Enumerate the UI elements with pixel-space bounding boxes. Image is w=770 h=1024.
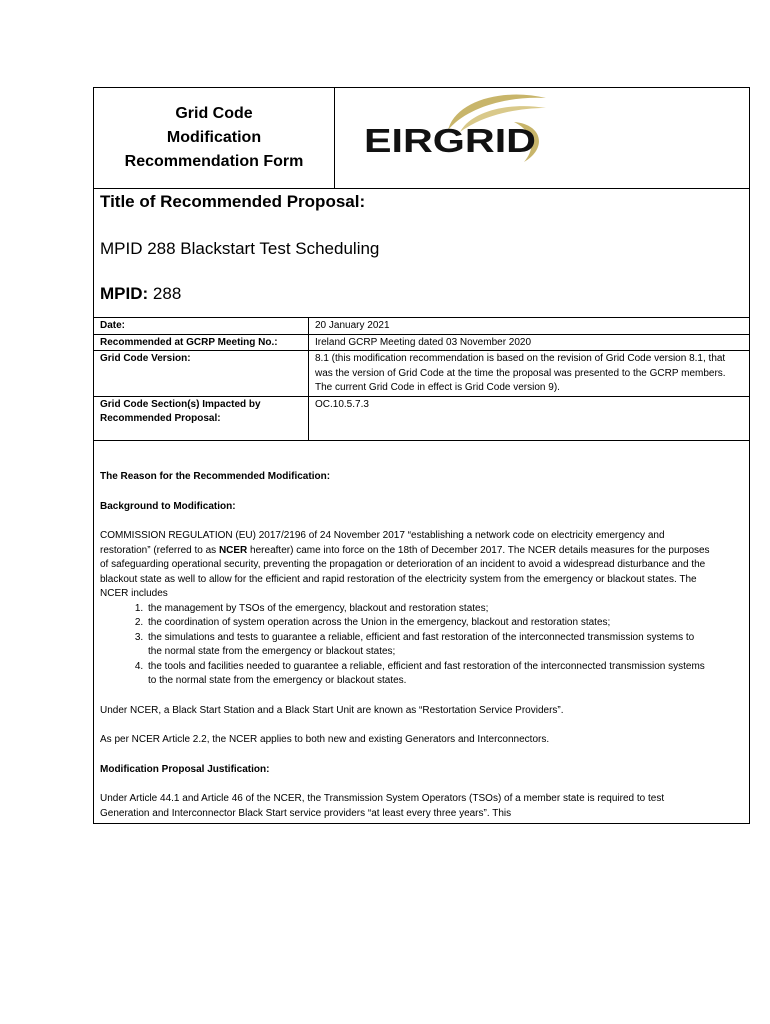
meta-row-meeting bbox=[94, 334, 749, 351]
ncer-scope-list bbox=[100, 602, 710, 689]
list-item: 1. the management by TSOs of the emergency, blackout and restoration states; bbox=[146, 602, 710, 617]
justification-heading: Modification Proposal Justification: bbox=[100, 763, 270, 775]
mpid-line bbox=[100, 284, 181, 304]
list-item: 4. the tools and facilities needed to guarantee a reliable, efficient and fast restoration of the interconnected transmission systems to the normal state from the emergency or blackout states. bbox=[146, 660, 710, 689]
reason-heading: The Reason for the Recommended Modification: bbox=[100, 471, 331, 482]
sections-label: Grid Code Section(s) Impacted by Recommended Proposal: bbox=[94, 396, 309, 440]
meta-row-version bbox=[94, 351, 749, 397]
meeting-label: Recommended at GCRP Meeting No.: bbox=[94, 334, 309, 351]
form-header bbox=[94, 88, 749, 189]
date-value: 20 January 2021 bbox=[309, 318, 750, 335]
eirgrid-logo bbox=[364, 90, 554, 180]
version-label: Grid Code Version: bbox=[94, 351, 309, 397]
eirgrid-wordmark: EIRGRID bbox=[364, 122, 536, 159]
form-title bbox=[94, 88, 335, 188]
intro-text-after: hereafter) came into force on the 18th of December 2017. The NCER details measures for the purposes of safeguarding operational security, preventing the propagation or deterioration of an incident to avoid a widespread disturbance and the blackout state as well to allow for the efficient and rapid restoration of the electricity system from the emergency or blackout states. The NCER includes bbox=[100, 544, 710, 599]
meeting-value: Ireland GCRP Meeting dated 03 November 2020 bbox=[309, 334, 750, 351]
meta-row-sections bbox=[94, 396, 749, 440]
form-body bbox=[100, 470, 710, 836]
article-paragraph: As per NCER Article 2.2, the NCER applies to both new and existing Generators and Interconnectors. bbox=[100, 734, 550, 745]
ncer-providers-paragraph: Under NCER, a Black Start Station and a Black Start Unit are known as “Restortation Service Providers”. bbox=[100, 704, 564, 716]
form-title-line: Grid Code bbox=[175, 105, 253, 122]
recommendation-form bbox=[93, 87, 750, 824]
sections-value: OC.10.5.7.3 bbox=[309, 396, 750, 440]
list-item: 3. the simulations and tests to guarantee a reliable, efficient and fast restoration of the interconnected transmission systems to the normal state from the emergency or blackout states; bbox=[146, 631, 710, 660]
proposal-title-label: Title of Recommended Proposal: bbox=[100, 192, 366, 211]
meta-row-date bbox=[94, 318, 749, 335]
date-label: Date: bbox=[94, 318, 309, 335]
mpid-label: MPID: bbox=[100, 284, 149, 303]
form-title-line: Recommendation Form bbox=[124, 153, 304, 170]
version-value: 8.1 (this modification recommendation is based on the revision of Grid Code version 8.1, that was the version of Grid Code at the time the proposal was presented to the GCRP members. The current Grid Code in effect is Grid Code version 9). bbox=[309, 351, 750, 397]
proposal-title: MPID 288 Blackstart Test Scheduling bbox=[100, 239, 380, 258]
list-item: 2. the coordination of system operation across the Union in the emergency, blackout and restoration states; bbox=[146, 616, 710, 631]
intro-paragraph bbox=[100, 529, 710, 602]
justification-paragraph: Under Article 44.1 and Article 46 of the NCER, the Transmission System Operators (TSOs) of a member state is required to test Generation and Interconnector Black Start service providers “at least every three years”. This bbox=[100, 793, 665, 819]
intro-text-before: COMMISSION REGULATION (EU) 2017/2196 of 24 November 2017 “establishing a network code on electricity emergency and restoration” (referred to as bbox=[100, 530, 665, 556]
background-heading: Background to Modification: bbox=[100, 500, 236, 512]
form-title-line: Modification bbox=[166, 129, 262, 146]
intro-ncer-term: NCER bbox=[218, 544, 248, 556]
mpid-value: 288 bbox=[152, 284, 182, 303]
meta-table bbox=[94, 317, 749, 441]
